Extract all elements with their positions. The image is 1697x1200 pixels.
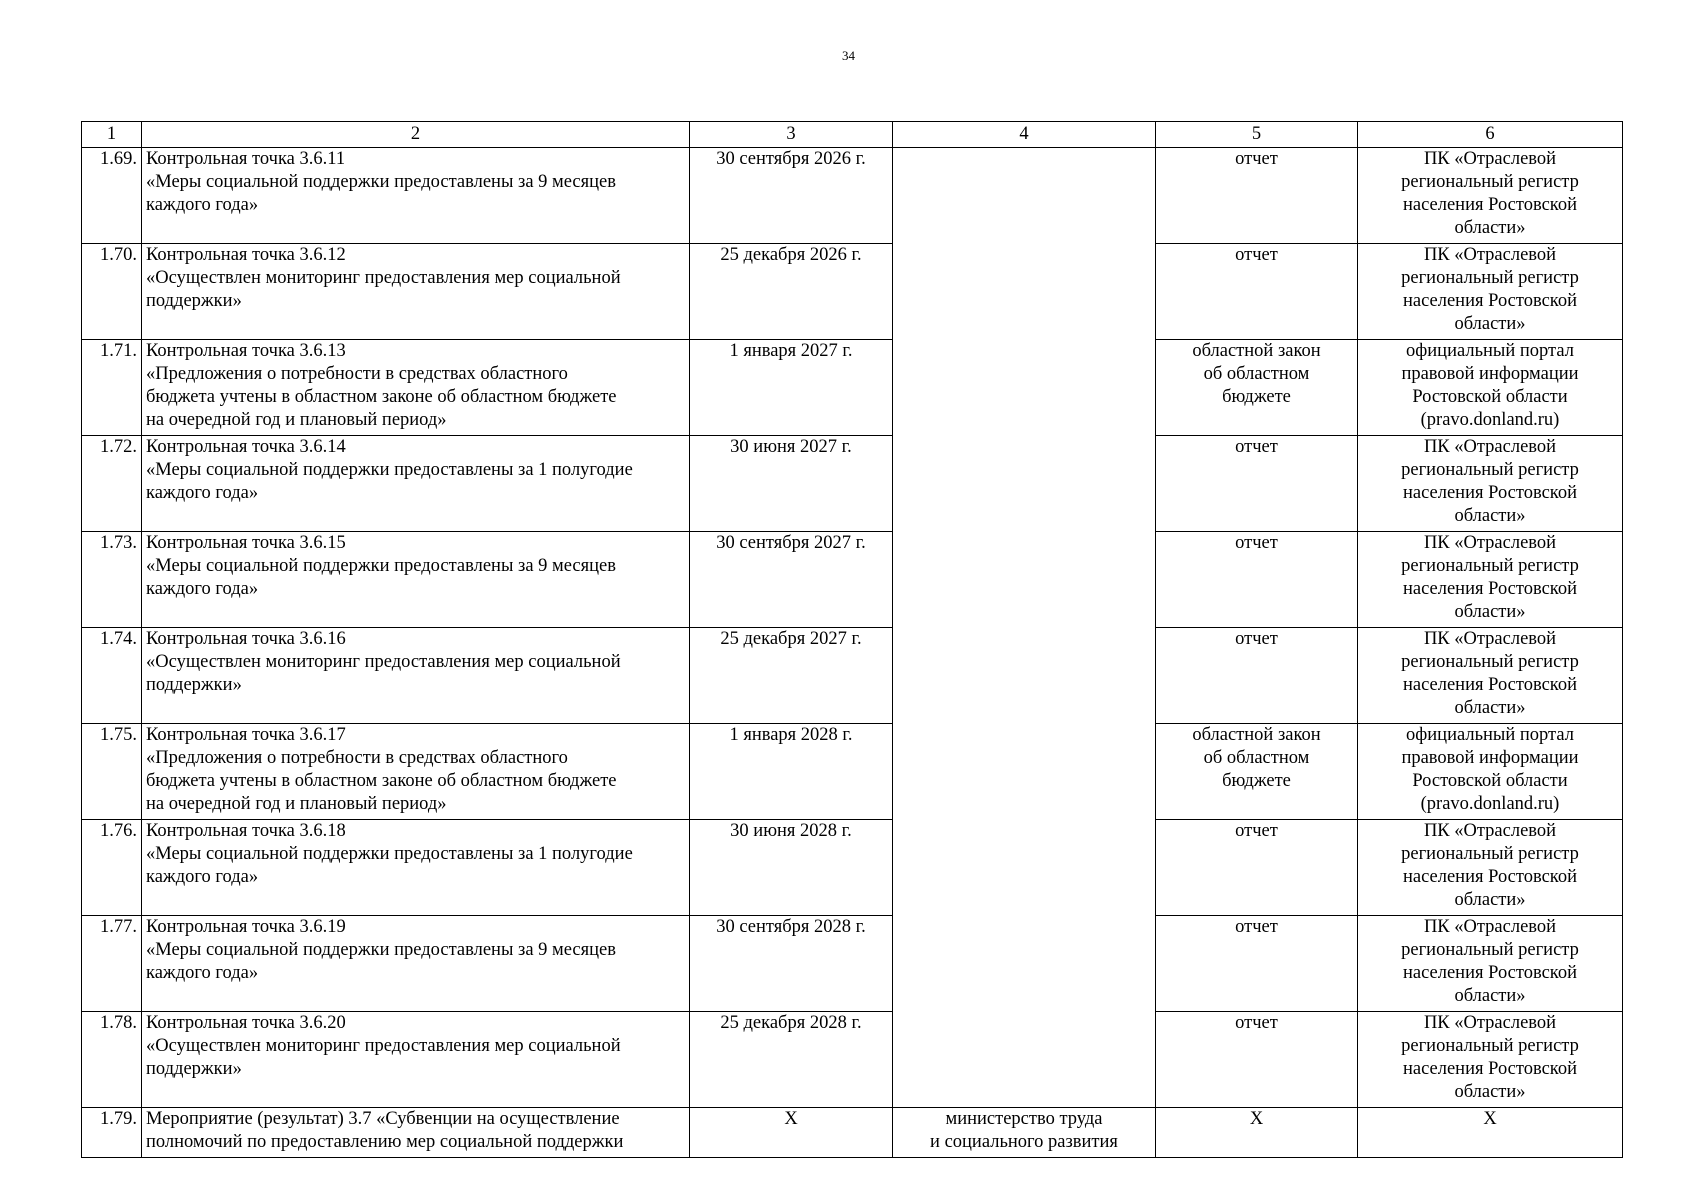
cell-line: бюджете	[1222, 771, 1291, 791]
cell-line: Контрольная точка 3.6.15	[146, 533, 346, 553]
cell-line: области»	[1454, 986, 1526, 1006]
cell-line: поддержки»	[146, 291, 242, 311]
cell-line: Контрольная точка 3.6.14	[146, 437, 346, 457]
cell-line: населения Ростовской	[1402, 195, 1577, 215]
row-number: 1.76.	[82, 820, 142, 916]
table-row	[82, 436, 1623, 532]
row-number: 1.69.	[82, 148, 142, 244]
cell-line: населения Ростовской	[1402, 963, 1577, 983]
cell-line: населения Ростовской	[1402, 483, 1577, 503]
responsible-executor	[893, 1108, 1156, 1158]
activity-name	[142, 1108, 690, 1158]
table-body	[82, 148, 1623, 1158]
confirming-document	[1156, 724, 1358, 820]
information-system	[1358, 820, 1623, 916]
cell-line: ПК «Отраслевой	[1423, 629, 1557, 649]
cell-line: отчет	[1235, 629, 1278, 649]
cell-line: бюджета учтены в областном законе об областном бюджете	[146, 771, 617, 791]
row-number: 1.79.	[82, 1108, 142, 1158]
cell-line: ПК «Отраслевой	[1423, 149, 1557, 169]
cell-line: области»	[1454, 890, 1526, 910]
cell-line: каждого года»	[146, 963, 259, 983]
cell-line: Ростовской области	[1412, 387, 1568, 407]
table-row	[82, 244, 1623, 340]
cell-line: ПК «Отраслевой	[1423, 533, 1557, 553]
deadline-date: 30 июня 2027 г.	[690, 436, 893, 532]
cell-line: области»	[1454, 698, 1526, 718]
page-number: 34	[842, 48, 855, 63]
table-row	[82, 532, 1623, 628]
cell-line: региональный регистр	[1401, 940, 1579, 960]
column-header-3: 3	[690, 122, 893, 148]
cell-line: «Меры социальной поддержки предоставлены за 1 полугодие	[146, 844, 633, 864]
deadline-date: X	[690, 1108, 893, 1158]
cell-line: населения Ростовской	[1402, 675, 1577, 695]
confirming-document	[1156, 1012, 1358, 1108]
cell-line: «Осуществлен мониторинг предоставления мер социальной	[146, 268, 621, 288]
row-number: 1.78.	[82, 1012, 142, 1108]
cell-line: населения Ростовской	[1402, 291, 1577, 311]
row-number: 1.74.	[82, 628, 142, 724]
cell-line: региональный регистр	[1401, 652, 1579, 672]
table-row	[82, 340, 1623, 436]
cell-line: региональный регистр	[1401, 556, 1579, 576]
responsible-merged-cell	[893, 148, 1156, 1108]
cell-line: отчет	[1235, 1013, 1278, 1033]
cell-line: Контрольная точка 3.6.20	[146, 1013, 346, 1033]
cell-line: области»	[1454, 1082, 1526, 1102]
cell-line: отчет	[1235, 533, 1278, 553]
information-system	[1358, 244, 1623, 340]
information-system	[1358, 532, 1623, 628]
row-number: 1.77.	[82, 916, 142, 1012]
information-system: X	[1358, 1108, 1623, 1158]
cell-line: региональный регистр	[1401, 1036, 1579, 1056]
cell-line: «Предложения о потребности в средствах областного	[146, 748, 568, 768]
cell-line: населения Ростовской	[1402, 579, 1577, 599]
cell-line: и социального развития	[930, 1132, 1118, 1152]
cell-line: региональный регистр	[1401, 844, 1579, 864]
confirming-document	[1156, 916, 1358, 1012]
cell-line: «Меры социальной поддержки предоставлены за 9 месяцев	[146, 172, 616, 192]
information-system	[1358, 916, 1623, 1012]
information-system	[1358, 148, 1623, 244]
cell-line: Контрольная точка 3.6.18	[146, 821, 346, 841]
information-system	[1358, 1012, 1623, 1108]
deadline-date: 30 июня 2028 г.	[690, 820, 893, 916]
cell-line: отчет	[1235, 245, 1278, 265]
confirming-document	[1156, 340, 1358, 436]
cell-line: Контрольная точка 3.6.17	[146, 725, 346, 745]
row-number: 1.72.	[82, 436, 142, 532]
information-system	[1358, 340, 1623, 436]
cell-line: «Меры социальной поддержки предоставлены за 9 месяцев	[146, 556, 616, 576]
control-point-name	[142, 820, 690, 916]
deadline-date: 25 декабря 2026 г.	[690, 244, 893, 340]
control-point-name	[142, 340, 690, 436]
row-number: 1.70.	[82, 244, 142, 340]
control-points-table	[81, 121, 1623, 1158]
cell-line: областной закон	[1192, 725, 1321, 745]
cell-line: поддержки»	[146, 1059, 242, 1079]
cell-line: «Меры социальной поддержки предоставлены за 9 месяцев	[146, 940, 616, 960]
cell-line: области»	[1454, 602, 1526, 622]
deadline-date: 25 декабря 2027 г.	[690, 628, 893, 724]
cell-line: «Меры социальной поддержки предоставлены за 1 полугодие	[146, 460, 633, 480]
cell-line: министерство труда	[945, 1109, 1103, 1129]
control-point-name	[142, 916, 690, 1012]
cell-line: области»	[1454, 314, 1526, 334]
cell-line: региональный регистр	[1401, 268, 1579, 288]
cell-line: областной закон	[1192, 341, 1321, 361]
cell-line: ПК «Отраслевой	[1423, 245, 1557, 265]
cell-line: Контрольная точка 3.6.13	[146, 341, 346, 361]
cell-line: отчет	[1235, 917, 1278, 937]
confirming-document: X	[1156, 1108, 1358, 1158]
table-row	[82, 1012, 1623, 1108]
table-row	[82, 916, 1623, 1012]
column-header-5: 5	[1156, 122, 1358, 148]
cell-line: ПК «Отраслевой	[1423, 917, 1557, 937]
table-row	[82, 148, 1623, 244]
cell-line: (pravo.donland.ru)	[1420, 410, 1560, 430]
cell-line: каждого года»	[146, 867, 259, 887]
row-number: 1.73.	[82, 532, 142, 628]
cell-line: на очередной год и плановый период»	[146, 410, 447, 430]
deadline-date: 30 сентября 2026 г.	[690, 148, 893, 244]
table-row	[82, 1108, 1623, 1158]
confirming-document	[1156, 148, 1358, 244]
cell-line: региональный регистр	[1401, 172, 1579, 192]
cell-line: официальный портал	[1406, 341, 1574, 361]
control-point-name	[142, 436, 690, 532]
confirming-document	[1156, 244, 1358, 340]
cell-line: области»	[1454, 506, 1526, 526]
confirming-document	[1156, 436, 1358, 532]
cell-line: бюджета учтены в областном законе об областном бюджете	[146, 387, 617, 407]
cell-line: области»	[1454, 218, 1526, 238]
deadline-date: 30 сентября 2028 г.	[690, 916, 893, 1012]
row-number: 1.71.	[82, 340, 142, 436]
table-row	[82, 820, 1623, 916]
cell-line: «Осуществлен мониторинг предоставления мер социальной	[146, 1036, 621, 1056]
cell-line: Контрольная точка 3.6.12	[146, 245, 346, 265]
deadline-date: 25 декабря 2028 г.	[690, 1012, 893, 1108]
cell-line: полномочий по предоставлению мер социальной поддержки	[146, 1132, 624, 1152]
cell-line: Контрольная точка 3.6.16	[146, 629, 346, 649]
cell-line: региональный регистр	[1401, 460, 1579, 480]
cell-line: «Предложения о потребности в средствах областного	[146, 364, 568, 384]
cell-line: правовой информации	[1401, 364, 1579, 384]
cell-line: каждого года»	[146, 195, 259, 215]
cell-line: ПК «Отраслевой	[1423, 821, 1557, 841]
information-system	[1358, 436, 1623, 532]
deadline-date: 1 января 2028 г.	[690, 724, 893, 820]
column-header-4: 4	[893, 122, 1156, 148]
control-point-name	[142, 532, 690, 628]
cell-line: Мероприятие (результат) 3.7 «Субвенции на осуществление	[146, 1109, 620, 1129]
cell-line: поддержки»	[146, 675, 242, 695]
confirming-document	[1156, 628, 1358, 724]
table-row	[82, 724, 1623, 820]
cell-line: бюджете	[1222, 387, 1291, 407]
cell-line: отчет	[1235, 821, 1278, 841]
table-header-row	[82, 122, 1623, 148]
cell-line: Ростовской области	[1412, 771, 1568, 791]
cell-line: Контрольная точка 3.6.11	[146, 149, 346, 169]
deadline-date: 1 января 2027 г.	[690, 340, 893, 436]
cell-line: отчет	[1235, 149, 1278, 169]
cell-line: об областном	[1203, 364, 1310, 384]
control-point-name	[142, 148, 690, 244]
information-system	[1358, 628, 1623, 724]
cell-line: ПК «Отраслевой	[1423, 437, 1557, 457]
cell-line: населения Ростовской	[1402, 867, 1577, 887]
cell-line: отчет	[1235, 437, 1278, 457]
column-header-1: 1	[82, 122, 142, 148]
column-header-6: 6	[1358, 122, 1623, 148]
table-row	[82, 628, 1623, 724]
control-point-name	[142, 244, 690, 340]
control-point-name	[142, 724, 690, 820]
column-header-2: 2	[142, 122, 690, 148]
control-point-name	[142, 628, 690, 724]
confirming-document	[1156, 532, 1358, 628]
control-point-name	[142, 1012, 690, 1108]
cell-line: официальный портал	[1406, 725, 1574, 745]
cell-line: населения Ростовской	[1402, 1059, 1577, 1079]
cell-line: каждого года»	[146, 483, 259, 503]
information-system	[1358, 724, 1623, 820]
cell-line: на очередной год и плановый период»	[146, 794, 447, 814]
cell-line: Контрольная точка 3.6.19	[146, 917, 346, 937]
cell-line: ПК «Отраслевой	[1423, 1013, 1557, 1033]
cell-line: «Осуществлен мониторинг предоставления мер социальной	[146, 652, 621, 672]
cell-line: правовой информации	[1401, 748, 1579, 768]
cell-line: каждого года»	[146, 579, 259, 599]
row-number: 1.75.	[82, 724, 142, 820]
deadline-date: 30 сентября 2027 г.	[690, 532, 893, 628]
cell-line: об областном	[1203, 748, 1310, 768]
confirming-document	[1156, 820, 1358, 916]
cell-line: (pravo.donland.ru)	[1420, 794, 1560, 814]
